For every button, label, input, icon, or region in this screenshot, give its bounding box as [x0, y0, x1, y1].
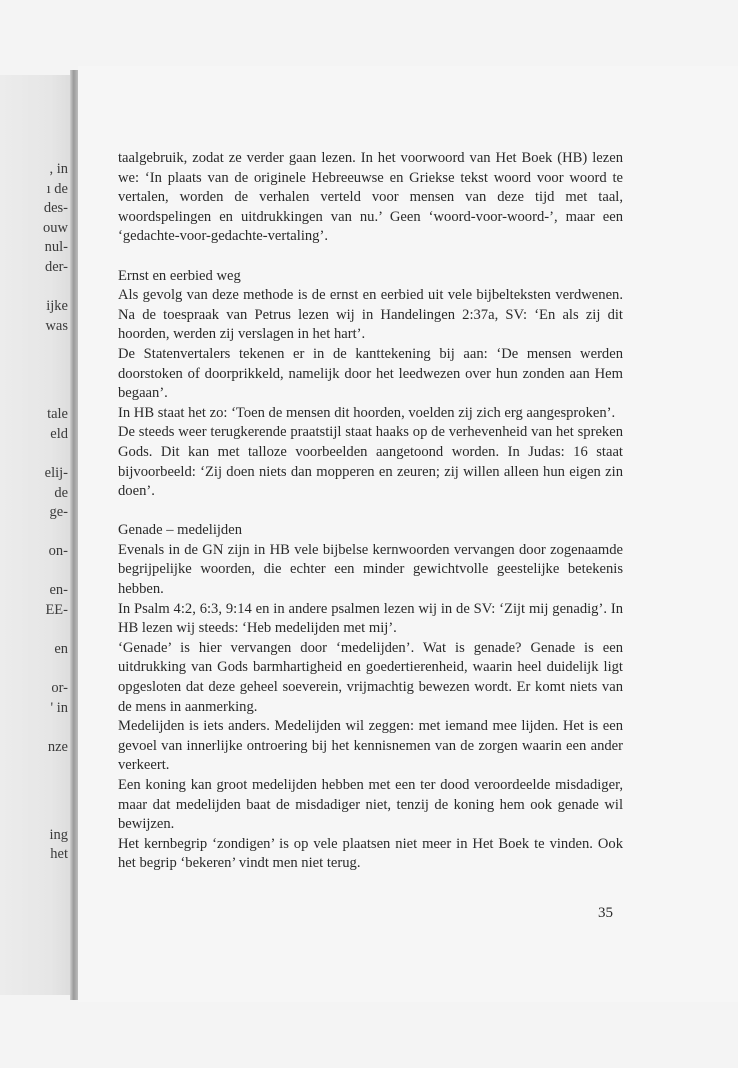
- section-heading: Ernst en eerbied weg: [118, 267, 241, 284]
- page-number: 35: [598, 905, 613, 921]
- page-body: [118, 149, 623, 874]
- paragraph: Het kernbegrip ‘zondigen’ is op vele plaatsen niet meer in Het Boek te vinden. Ook het begrip ‘bekeren’ vindt men niet terug.: [118, 835, 623, 872]
- edge-fragment: tale: [47, 406, 68, 422]
- edge-fragment: ge-: [49, 504, 68, 520]
- edge-fragment: ouw: [43, 220, 68, 236]
- edge-fragment: nze: [47, 739, 68, 755]
- paragraph: In HB staat het zo: ‘Toen de mensen dit hoorden, voelden zij zich erg aangesproken’.: [118, 404, 616, 421]
- edge-fragment: ı de: [46, 181, 68, 197]
- edge-fragment: EE-: [45, 602, 68, 618]
- previous-page-edge: [0, 75, 72, 995]
- edge-fragment: ' in: [50, 700, 68, 716]
- edge-fragment: ijke: [46, 298, 68, 314]
- paragraph: In Psalm 4:2, 6:3, 9:14 en in andere psalmen lezen wij in de SV: ‘Zijt mij genadig’. In HB lezen wij steeds: ‘Heb medelijden met mij’.: [118, 600, 623, 637]
- paragraph: De steeds weer terugkerende praatstijl staat haaks op de verhevenheid van het spreken Gods. Dit kan met talloze voorbeelden aangetoond worden. In Judas: 16 staat bijvoorbeeld: ‘Zij doen niets dan mopperen en zeuren; zij willen alleen hun eigen zin doen’.: [118, 424, 623, 500]
- intro-paragraph: taalgebruik, zodat ze verder gaan lezen. In het voorwoord van Het Boek (HB) lezen we: ‘In plaats van de originele Hebreeuwse en Griekse tekst woord voor woord te vertalen, worden de verhalen verteld voor mensen van deze tijd met taal, woordspelingen en uitdrukkingen van nu.’ Geen ‘woord-voor-woord-’, maar een ‘gedachte-voor-gedachte-vertaling’.: [118, 150, 623, 245]
- edge-fragment: ing: [49, 827, 68, 843]
- paragraph: De Statenvertalers tekenen er in de kanttekening bij aan: ‘De mensen werden doorstoken of doorprikkeld, namelijk door het leedwezen over hun zonden aan Hem begaan’.: [118, 345, 623, 402]
- edge-fragment: de: [54, 485, 68, 501]
- edge-fragment: , in: [49, 161, 68, 177]
- edge-fragment: on-: [48, 543, 68, 559]
- edge-fragment: was: [45, 318, 68, 334]
- book-gutter: [70, 70, 78, 1000]
- paragraph: Evenals in de GN zijn in HB vele bijbelse kernwoorden vervangen door zogenaamde begrijpelijke woorden, die echter een minder gewichtvolle geestelijke betekenis hebben.: [118, 541, 623, 598]
- edge-fragment: der-: [44, 259, 68, 275]
- edge-fragment: en-: [49, 582, 68, 598]
- edge-fragment: het: [50, 846, 68, 862]
- edge-fragment: des-: [43, 200, 68, 216]
- section-heading: Genade – medelijden: [118, 522, 242, 539]
- paragraph: Een koning kan groot medelijden hebben met een ter dood veroordeelde misdadiger, maar dat medelijden baat de misdadiger niet, tenzij de koning hem ook genade wil bewijzen.: [118, 777, 623, 833]
- edge-fragment: nul-: [44, 239, 68, 255]
- edge-fragment: or-: [51, 680, 68, 696]
- paragraph: Als gevolg van deze methode is de ernst en eerbied uit vele bijbelteksten verdwenen. Na de toespraak van Petrus lezen wij in Handelingen 2:37a, SV: ‘En als zij dit hoorden, werden zij verslagen in het hart’.: [118, 287, 623, 343]
- edge-fragment: en: [54, 641, 68, 657]
- edge-fragment: eld: [50, 426, 68, 442]
- paragraph: ‘Genade’ is hier vervangen door ‘medelijden’. Wat is genade? Genade is een uitdrukking van Gods barmhartigheid en goedertierenheid, waarin heel duidelijk ligt opgesloten dat deze geheel soeverein, vrijmachtig bewezen wordt. Er komt niets van de mens in aanmerking.: [118, 639, 623, 715]
- paragraph: Medelijden is iets anders. Medelijden wil zeggen: met iemand mee lijden. Het is een gevoel van innerlijke ontroering bij het kennisnemen van de zorgen waarin een ander verkeert.: [118, 718, 623, 774]
- edge-fragment: elij-: [44, 465, 68, 481]
